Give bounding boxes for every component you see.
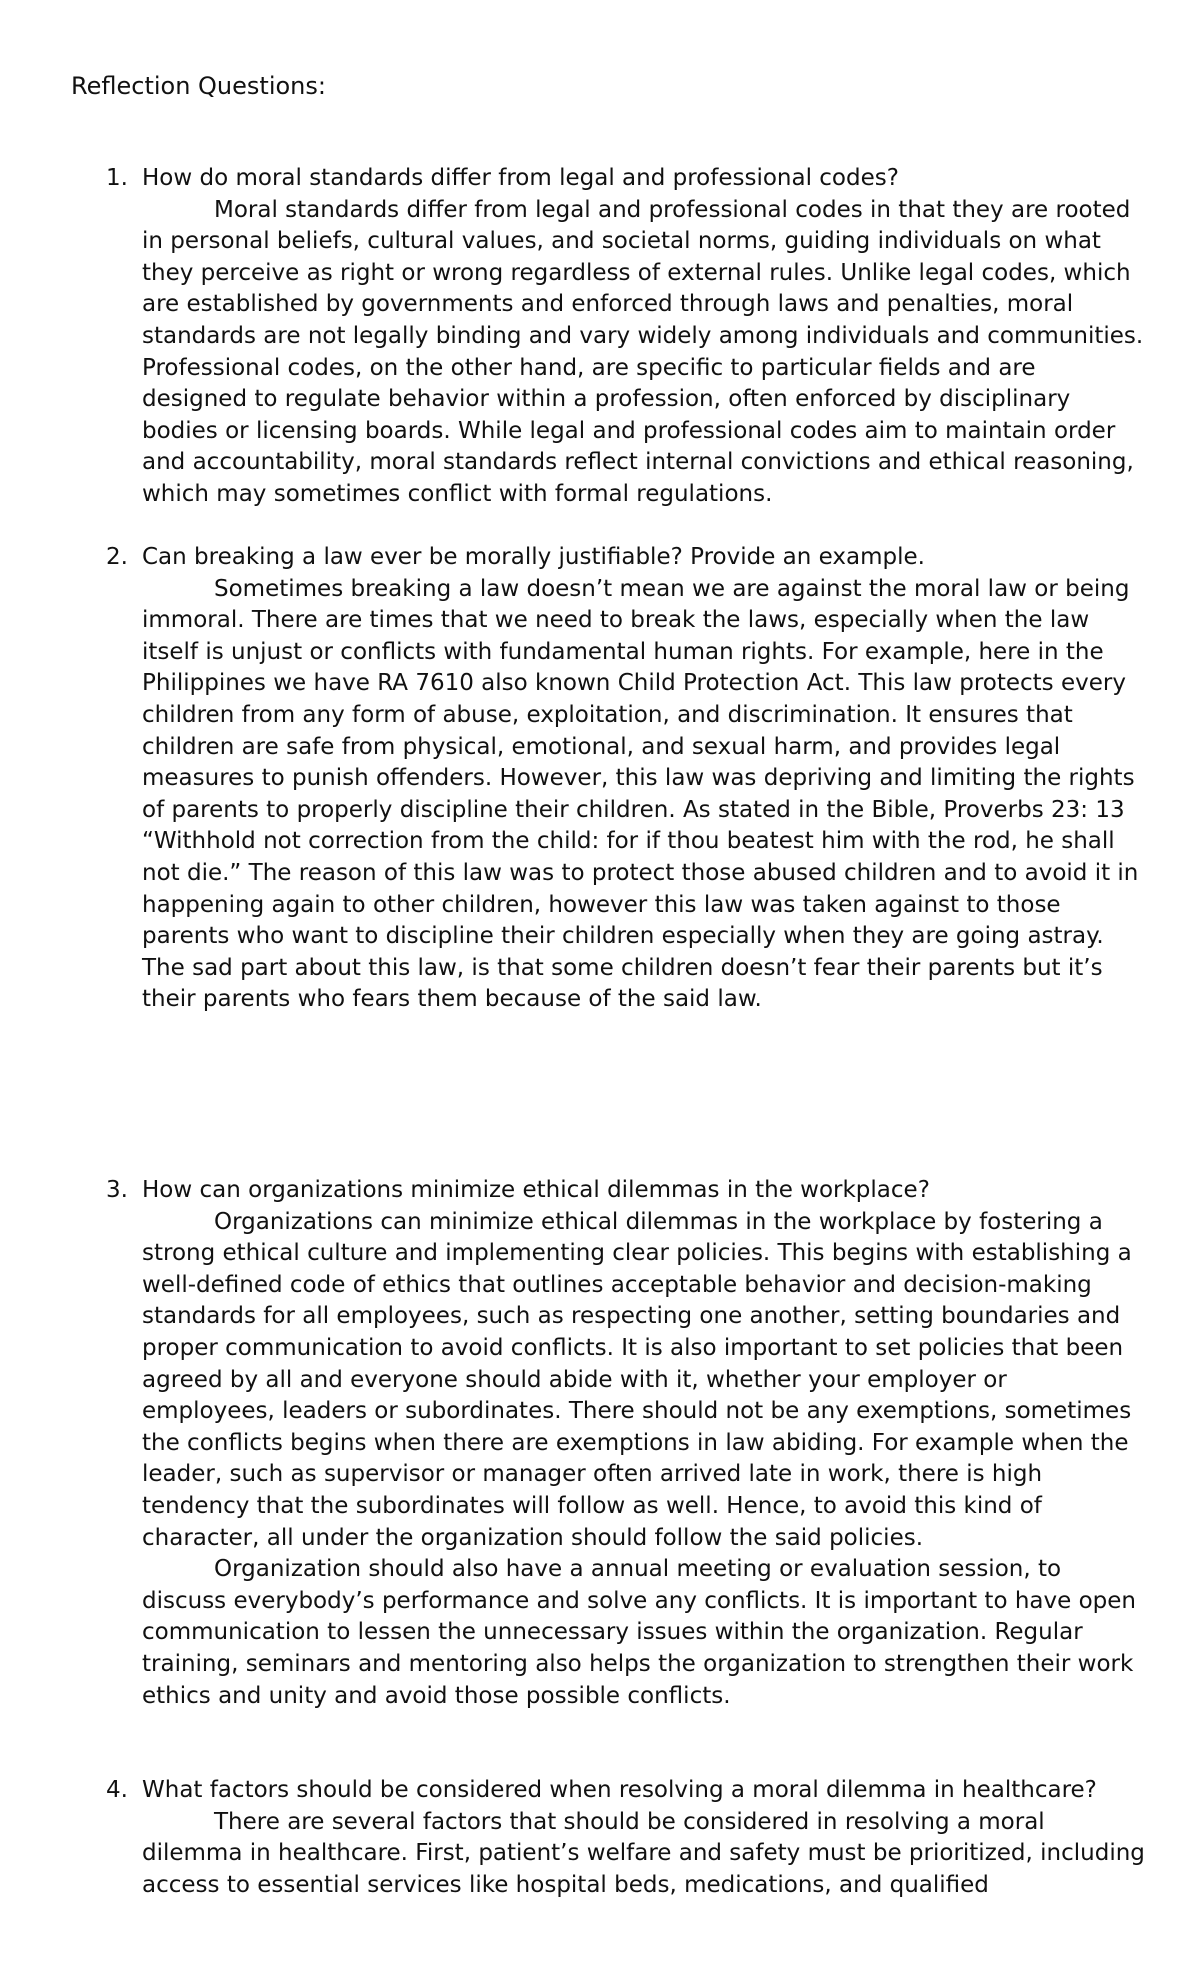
question-number: 3. (106, 1177, 128, 1203)
question-heading (106, 1175, 1146, 1207)
question-item (106, 1175, 1146, 1712)
question-text: What factors should be considered when resolving a moral dilemma in healthcare? (142, 1777, 1097, 1803)
question-text: How can organizations minimize ethical dilemmas in the workplace? (142, 1177, 930, 1203)
question-text: How do moral standards differ from legal and professional codes? (142, 165, 899, 191)
question-heading (106, 542, 1146, 574)
answer-paragraph: There are several factors that should be considered in resolving a moral dilemma in healthcare. First, patient’s welfare and safety must be prioritized, including access to essential services like hospital beds, medications, and qualified (142, 1808, 1145, 1898)
question-heading (106, 1775, 1146, 1807)
answer-paragraph: Sometimes breaking a law doesn’t mean we are against the moral law or being immoral. There are times that we need to break the laws, especially when the law itself is unjust or conflicts with fundamental human rights. For example, here in the Philippines we have RA 7610 also known Child Protection Act. This law protects every children from any form of abuse, exploitation, and discrimination. It ensures that children are safe from physical, emotional, and sexual harm, and provides legal measures to punish offenders. However, this law was depriving and limiting the rights of parents to properly discipline their children. As stated in the Bible, Proverbs 23: 13 “Withhold not correction from the child: for if thou beatest him with the rod, he shall not die.” The reason of this law was to protect those abused children and to avoid it in happening again to other children, however this law was taken against to those parents who want to discipline their children especially when they are going astray. The sad part about this law, is that some children doesn’t fear their parents but it’s their parents who fears them because of the said law. (142, 575, 1139, 1013)
question-text: Can breaking a law ever be morally justifiable? Provide an example. (142, 544, 925, 570)
question-item (106, 1775, 1146, 1901)
question-item (106, 542, 1146, 1016)
question-item (106, 163, 1146, 511)
answer-paragraph: Organizations can minimize ethical dilemmas in the workplace by fostering a strong ethical culture and implementing clear policies. This begins with establishing a well-defined code of ethics that outlines acceptable behavior and decision-making standards for all employees, such as respecting one another, setting boundaries and proper communication to avoid conflicts. It is also important to set policies that been agreed by all and everyone should abide with it, whether your employer or employees, leaders or subordinates. There should not be any exemptions, sometimes the conflicts begins when there are exemptions in law abiding. For example when the leader, such as supervisor or manager often arrived late in work, there is high tendency that the subordinates will follow as well. Hence, to avoid this kind of character, all under the organization should follow the said policies. (142, 1208, 1132, 1551)
answer-paragraph: Moral standards differ from legal and professional codes in that they are rooted in personal beliefs, cultural values, and societal norms, guiding individuals on what they perceive as right or wrong regardless of external rules. Unlike legal codes, which are established by governments and enforced through laws and penalties, moral standards are not legally binding and vary widely among individuals and communities. Professional codes, on the other hand, are specific to particular fields and are designed to regulate behavior within a profession, often enforced by disciplinary bodies or licensing boards. While legal and professional codes aim to maintain order and accountability, moral standards reflect internal convictions and ethical reasoning, which may sometimes conflict with formal regulations. (142, 196, 1144, 507)
answer-paragraph: Organization should also have a annual meeting or evaluation session, to discuss everybody’s performance and solve any conflicts. It is important to have open communication to lessen the unnecessary issues within the organization. Regular training, seminars and mentoring also helps the organization to strengthen their work ethics and unity and avoid those possible conflicts. (142, 1556, 1136, 1709)
question-number: 2. (106, 544, 128, 570)
document-title: Reflection Questions: (71, 72, 326, 100)
question-number: 4. (106, 1777, 128, 1803)
question-number: 1. (106, 165, 128, 191)
question-heading (106, 163, 1146, 195)
